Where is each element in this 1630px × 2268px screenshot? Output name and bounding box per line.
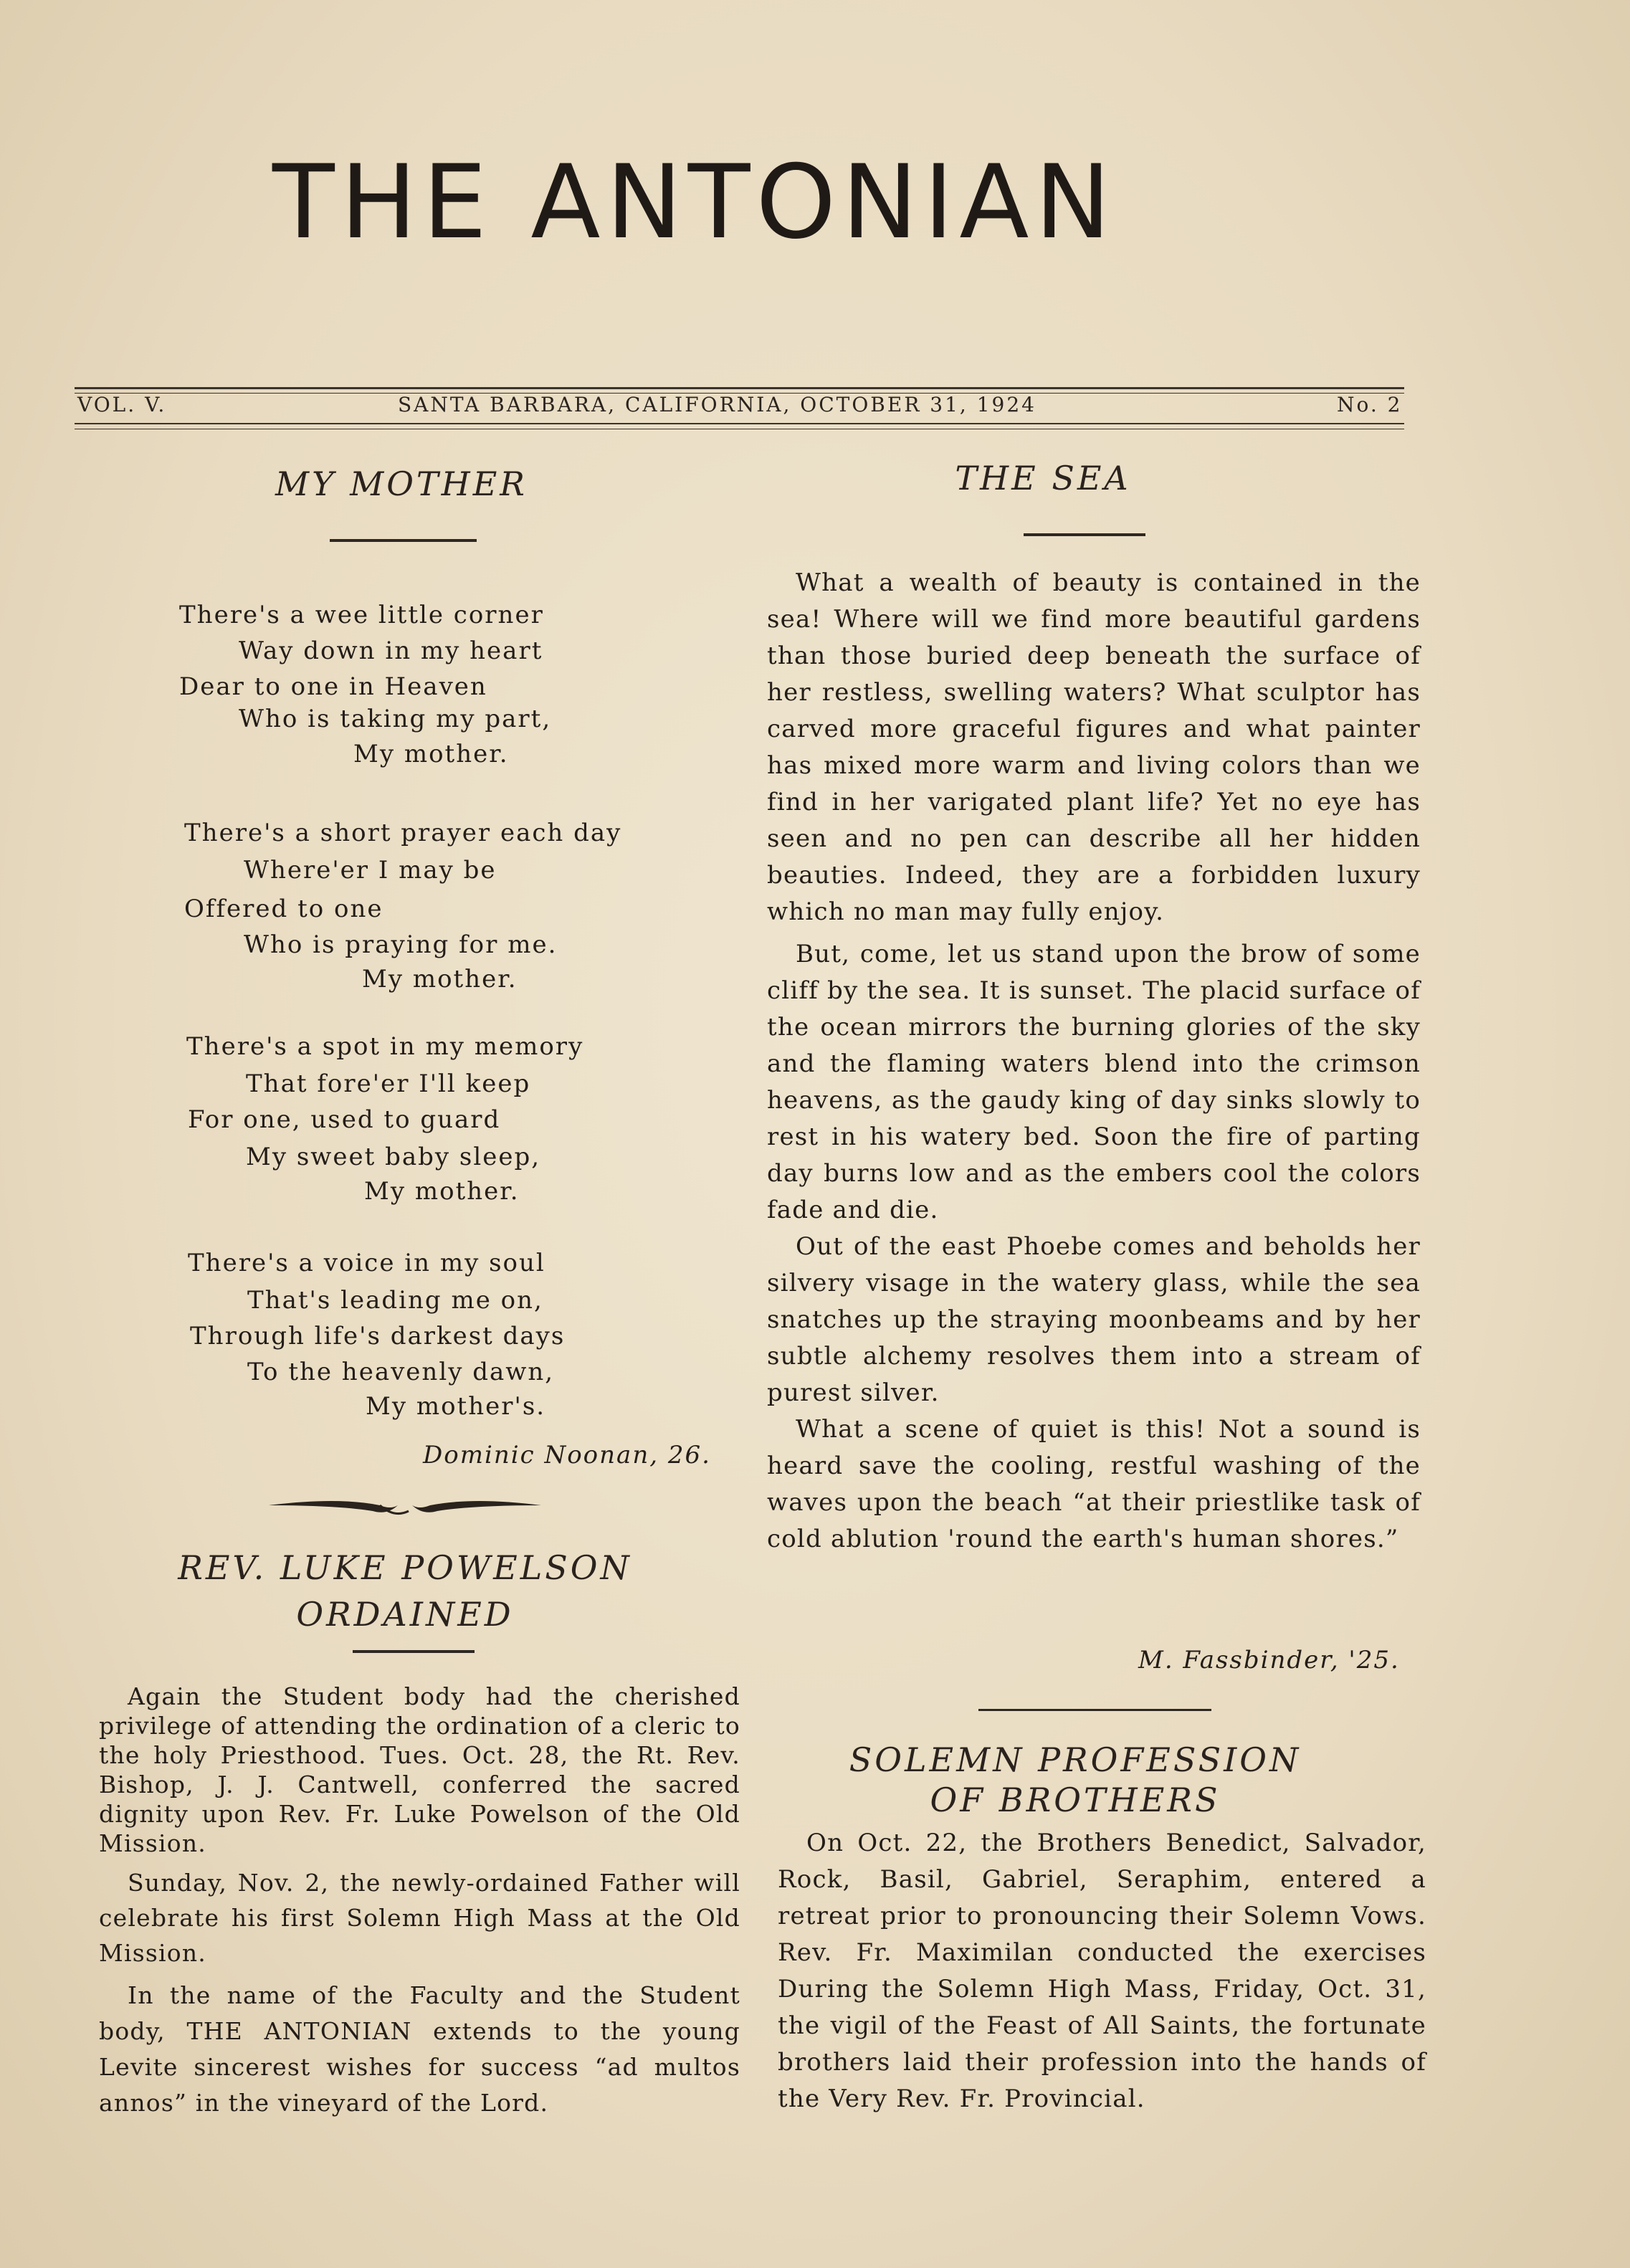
masthead-rule-top — [75, 387, 1404, 389]
poem-line: To the heavenly dawn, — [247, 1358, 555, 1386]
article-paragraph: Again the Student body had the cherished privilege of attending the ordination of a cleric to the holy Priesthood. Tues. Oct. 28, the Rt. Rev. Bishop, J. J. Cantwell, conferred the sacred dignity upon Rev. Fr. Luke Powelson of the Old Mission. — [99, 1682, 740, 1857]
poem-line: Dear to one in Heaven — [179, 672, 487, 701]
ordination-title-line2: ORDAINED — [296, 1595, 514, 1634]
poem-line: Who is praying for me. — [244, 930, 558, 959]
article-paragraph: Sunday, Nov. 2, the newly-ordained Father will celebrate his first Solemn High Mass at the Old Mission. — [99, 1869, 740, 1967]
article-paragraph: But, come, let us stand upon the brow of some cliff by the sea. It is sunset. The placid surface of the ocean mirrors the burning glories of the sky and the flaming waters blend into the crimson heavens, as the gaudy king of day sinks slowly to rest in his watery bed. Soon the fire of parting day burns low and as the embers cool the colors fade and die. — [767, 940, 1421, 1224]
poem-line: Through life's darkest days — [190, 1322, 566, 1350]
volume-label: VOL. V. — [77, 393, 167, 416]
poem-title: MY MOTHER — [275, 464, 528, 503]
poem-title-rule — [330, 539, 477, 542]
poem-line: My mother. — [362, 965, 518, 994]
sea-title: THE SEA — [955, 459, 1131, 497]
article-paragraph: What a wealth of beauty is contained in the sea! Where will we find more beautiful gardens than those buried deep beneath the surface of her restless, swelling waters? What sculptor has carved more graceful figures and what painter has mixed more warm and living colors than we find in her varigated plant life? Yet no eye has seen and no pen can describe all her hidden beauties. Indeed, they are a forbidden luxury which no man may fully enjoy. — [767, 568, 1421, 926]
masthead-rule-bottom — [75, 423, 1404, 424]
poem-line: Offered to one — [184, 895, 383, 923]
poem-line: There's a spot in my memory — [186, 1032, 584, 1061]
ordination-article-body — [99, 1682, 740, 2121]
poem-line: Way down in my heart — [239, 637, 543, 665]
ornament-divider — [265, 1490, 545, 1525]
poem-author: Dominic Noonan, 26. — [423, 1441, 711, 1469]
poem-line: My sweet baby sleep, — [246, 1143, 541, 1171]
article-paragraph: What a scene of quiet is this! Not a sound is heard save the cooling, restful washing of the waves upon the beach “at their priestlike task of cold ablution 'round the earth's human shores.” — [767, 1415, 1421, 1553]
poem-line: Who is taking my part, — [239, 705, 552, 733]
article-paragraph: In the name of the Faculty and the Student body, THE ANTONIAN extends to the young Levite sincerest wishes for success “ad multos annos” in the vineyard of the Lord. — [99, 1981, 740, 2117]
profession-title-line1: SOLEMN PROFESSION — [849, 1740, 1302, 1779]
poem-line: My mother's. — [366, 1392, 546, 1421]
profession-article-body — [778, 1825, 1426, 2117]
poem-line: Where'er I may be — [244, 856, 497, 885]
poem-line: There's a wee little corner — [179, 601, 544, 629]
poem-line: That's leading me on, — [247, 1286, 543, 1315]
poem-line: My mother. — [364, 1177, 520, 1206]
sea-article-body — [767, 565, 1421, 1558]
newspaper-title: THE ANTONIAN — [272, 143, 1117, 262]
ordination-title-line1: REV. LUKE POWELSON — [178, 1548, 632, 1587]
article-paragraph: Out of the east Phoebe comes and beholds her silvery visage in the watery glass, while the sea snatches up the straying moonbeams and by her subtle alchemy resolves them into a stream of purest silver. — [767, 1232, 1421, 1407]
poem-line: For one, used to guard — [188, 1105, 501, 1134]
poem-line: There's a short prayer each day — [184, 819, 622, 847]
article-paragraph: On Oct. 22, the Brothers Benedict, Salvador, Rock, Basil, Gabriel, Seraphim, entered a retreat prior to pronouncing their Solemn Vows. Rev. Fr. Maximilan conducted the exercises During the Solemn High Mass, Friday, Oct. 31, the vigil of the Feast of All Saints, the fortunate brothers laid their profession into the hands of the Very Rev. Fr. Provincial. — [778, 1829, 1426, 2113]
poem-line: My mother. — [353, 740, 509, 768]
ordination-title-rule — [353, 1650, 475, 1653]
poem-line: That fore'er I'll keep — [246, 1069, 531, 1098]
profession-title-line2: OF BROTHERS — [930, 1781, 1221, 1819]
sea-author: M. Fassbinder, '25. — [1138, 1646, 1400, 1674]
poem-line: There's a voice in my soul — [188, 1249, 545, 1277]
sea-title-rule — [1024, 533, 1145, 536]
issue-number: No. 2 — [1337, 393, 1403, 416]
section-divider-rule — [978, 1709, 1211, 1711]
dateline: SANTA BARBARA, CALIFORNIA, OCTOBER 31, 1924 — [398, 393, 1036, 416]
